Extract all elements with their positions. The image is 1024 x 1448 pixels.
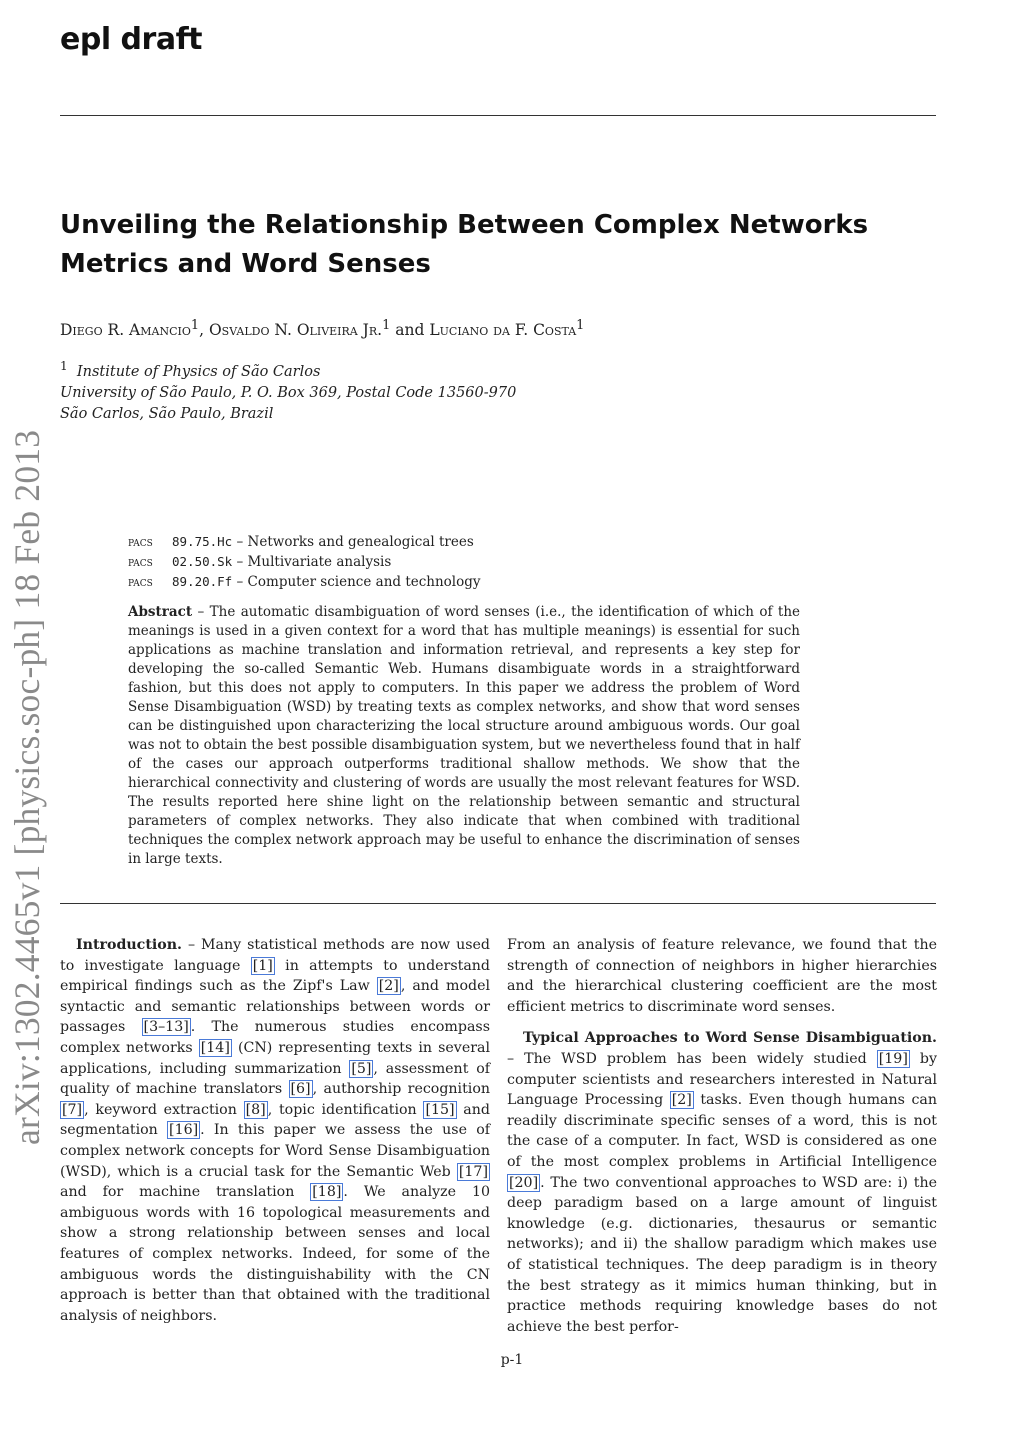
body-text: , assessment of quality of machine translators bbox=[60, 1060, 490, 1098]
paragraph: From an analysis of feature relevance, we found that the strength of connection of neighbors in higher hierarchies and the hierarchical clustering coefficient are the most efficient metrics to discriminate word senses. bbox=[507, 937, 937, 1015]
author-list: Diego R. Amancio$^1$, Osvaldo N. Oliveira Jr.$^1$ and Luciano da F. Costa$^1$ bbox=[60, 318, 585, 340]
citation-link[interactable]: [7] bbox=[62, 1101, 83, 1118]
citation-link[interactable]: [2] bbox=[671, 1092, 692, 1109]
abstract-text: – The automatic disambiguation of word senses (i.e., the identification of which of the meanings is used in a given context for a word that has multiple meanings) is essential for such applications as machine translation and information retrieval, and represents a key step for developing the so-called Semantic Web. Humans disambiguate words in a straightforward fashion, but this does not apply to computers. In this paper we address the problem of Word Sense Disambiguation (WSD) by treating texts as complex networks, and show that word senses can be distinguished upon characterizing the local structure around ambiguous words. Our goal was not to obtain the best possible disambiguation system, but we nevertheless found that in half of the cases our approach outperforms traditional shallow methods. We show that the hierarchical connectivity and clustering of words are usually the most relevant features for WSD. The results reported here shine light on the relationship between semantic and structural parameters of complex networks. They also indicate that when combined with traditional techniques the complex network approach may be useful to enhance the discrimination of senses in large texts. bbox=[128, 604, 801, 867]
body-text: and for machine translation bbox=[60, 1184, 311, 1201]
authors-and: and bbox=[395, 321, 425, 340]
left-column bbox=[60, 935, 490, 1326]
pacs-item: pacs 89.20.Ff – Computer science and technology bbox=[128, 574, 481, 590]
author-sup: 1 bbox=[576, 318, 585, 333]
body-text: Many statistical methods are now used to investigate language bbox=[60, 937, 490, 974]
citation-link[interactable]: [2] bbox=[378, 978, 399, 995]
heading-dash: – bbox=[507, 1050, 525, 1067]
citation-link[interactable]: [5] bbox=[351, 1060, 372, 1077]
citation-link[interactable]: [15] bbox=[425, 1101, 455, 1118]
body-text: and segmentation bbox=[60, 1101, 490, 1139]
body-text: . The two conventional approaches to WSD are: i) the deep paradigm based on a large amount of linguist knowledge (e.g. dictionaries, thesaurus or semantic networks); and ii) the shallow paradigm which makes use of statistical techniques. The deep paradigm is in theory the best strategy as it mimics human thinking, but in practice methods requiring knowledge bases do not achieve the best perfor- bbox=[507, 1174, 937, 1335]
pacs-item: pacs 02.50.Sk – Multivariate analysis bbox=[128, 554, 392, 570]
abstract bbox=[128, 603, 800, 869]
citation-link[interactable]: [3–13] bbox=[143, 1019, 189, 1036]
abstract-label: Abstract bbox=[128, 604, 193, 620]
section-heading: Introduction. bbox=[76, 937, 182, 953]
author-sup: 1 bbox=[382, 318, 391, 333]
body-text: . In this paper we assess the use of complex network concepts for Word Sense Disambiguation (WSD), which is a crucial task for the Semantic Web bbox=[60, 1122, 490, 1180]
introduction-paragraph bbox=[60, 935, 490, 1326]
citation-link[interactable]: [16] bbox=[169, 1122, 199, 1139]
body-text: (CN) representing texts in several applications, including summarization bbox=[60, 1039, 490, 1077]
citation-link[interactable]: [1] bbox=[252, 957, 273, 974]
body-text: , keyword extraction bbox=[84, 1101, 244, 1118]
citation-link[interactable]: [8] bbox=[245, 1101, 266, 1118]
body-text: . The numerous studies encompass complex networks bbox=[60, 1019, 490, 1056]
author-name: Diego R. Amancio bbox=[60, 321, 191, 340]
pacs-list bbox=[128, 532, 481, 592]
author-name: Luciano da F. Costa bbox=[429, 321, 577, 340]
affiliation-sup: 1 bbox=[60, 359, 68, 373]
abstract-rule bbox=[60, 903, 936, 904]
pacs-item: pacs 89.75.Hc – Networks and genealogical trees bbox=[128, 534, 474, 550]
body-text: by computer scientists and researchers interested in Natural Language Processing bbox=[507, 1050, 938, 1109]
citation-link[interactable]: [18] bbox=[312, 1184, 342, 1201]
header-rule bbox=[60, 115, 936, 116]
author-sup: 1 bbox=[190, 318, 200, 333]
arxiv-stamp: arXiv:1302.4465v1 [physics.soc-ph] 18 Feb 2013 bbox=[7, 429, 47, 1145]
body-text: . We analyze 10 ambiguous words with 16 topological measurements and show a strong relationship between senses and local features of complex networks. Indeed, for some of the ambiguous words the distinguishability with the CN approach is better than that obtained with the traditional analysis of neighbors. bbox=[60, 1184, 490, 1324]
journal-header: epl draft bbox=[60, 22, 202, 57]
citation-link[interactable]: [20] bbox=[509, 1174, 539, 1191]
body-text: , authorship recognition bbox=[312, 1081, 491, 1098]
affiliation-line: University of São Paulo, P. O. Box 369, Postal Code 13560-970 bbox=[60, 384, 517, 401]
affiliation bbox=[60, 356, 516, 425]
affiliation-line: São Carlos, São Paulo, Brazil bbox=[60, 405, 274, 422]
body-text: , and model syntactic and semantic relationships between words or passages bbox=[60, 978, 491, 1036]
citation-link[interactable]: [14] bbox=[200, 1039, 230, 1056]
body-text: , topic identification bbox=[267, 1101, 424, 1118]
heading-dash: – bbox=[181, 937, 201, 953]
paper-title: Unveiling the Relationship Between Complex Networks Metrics and Word Senses bbox=[60, 210, 869, 279]
citation-link[interactable]: [19] bbox=[878, 1050, 908, 1067]
author-name: Osvaldo N. Oliveira Jr. bbox=[208, 321, 383, 340]
page-number: p-1 bbox=[500, 1352, 524, 1368]
citation-link[interactable]: [6] bbox=[290, 1081, 311, 1098]
citation-link[interactable]: [17] bbox=[458, 1163, 488, 1180]
section-heading: Typical Approaches to Word Sense Disambiguation. bbox=[523, 1030, 937, 1047]
affiliation-line: Institute of Physics of São Carlos bbox=[76, 363, 321, 380]
wsd-paragraph bbox=[507, 1028, 937, 1337]
body-text: The WSD problem has been widely studied bbox=[524, 1050, 877, 1067]
body-text: tasks. Even though humans can readily discriminate specific senses of a word, this is not the case of a computer. In fact, WSD is considered as one of the most complex problems in Artificial Intelligence bbox=[507, 1092, 937, 1170]
right-column bbox=[507, 935, 937, 1337]
body-text: in attempts to understand empirical findings such as the Zipf's Law bbox=[60, 957, 490, 995]
